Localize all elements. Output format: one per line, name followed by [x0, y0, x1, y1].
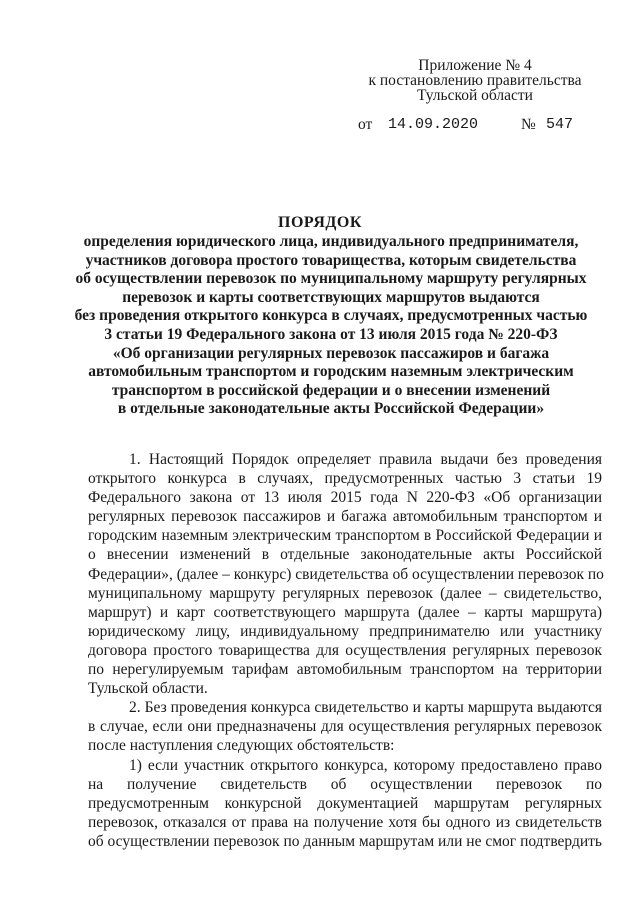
appendix-block — [330, 58, 620, 103]
paragraph-1-line: маршрут) и карт соответствующего маршрута (далее – карты маршрута) — [88, 603, 602, 621]
paragraph-3-line: перевозок, отказался от права на получение хотя бы одного из свидетельств — [88, 813, 602, 831]
paragraph-1-line: о внесении изменений в отдельные законодательные акты Российской — [88, 546, 602, 564]
subtitle-line: определения юридического лица, индивидуального предпринимателя, — [83, 233, 579, 250]
resolution-date: 14.09.2020 — [388, 116, 479, 133]
subtitle-line: 3 статьи 19 Федерального закона от 13 июля 2015 года № 220-ФЗ — [104, 325, 558, 343]
paragraph-1-line: юридическому лицу, индивидуальному предпринимателю или участнику — [88, 622, 602, 640]
subtitle-line: об осуществлении перевозок по муниципальному маршруту регулярных — [75, 270, 587, 288]
number-prefix: № — [521, 116, 536, 133]
date-prefix: от — [358, 116, 373, 133]
resolution-number: 547 — [546, 116, 574, 133]
document-body — [88, 450, 602, 851]
paragraph-3-line: предусмотренным конкурсной документацией маршрутам регулярных — [88, 794, 602, 812]
paragraph-1-line: договора простого товарищества для осуществления регулярных перевозок — [88, 641, 602, 659]
paragraph-1-line: Федерального закона от 13 июля 2015 года N 220-ФЗ «Об организации — [88, 489, 602, 507]
document-title: ПОРЯДОК — [278, 214, 362, 231]
paragraph-2-line: в случае, если они предназначены для осуществления регулярных перевозок — [88, 718, 602, 736]
paragraph-1-line: Федерации», (далее – конкурс) свидетельства об осуществлении перевозок по — [88, 565, 604, 583]
paragraph-1-line: Тульской области. — [88, 680, 208, 698]
paragraph-2-line: после наступления следующих обстоятельств: — [88, 737, 395, 755]
subtitle-line: «Об организации регулярных перевозок пассажиров и багажа — [112, 344, 550, 362]
paragraph-1-line: по нерегулируемым тарифам автомобильным транспортом на территории — [88, 661, 602, 679]
subtitle-line: транспортом в российской федерации и о внесении изменений — [111, 381, 551, 399]
appendix-line: Тульской области — [417, 87, 533, 104]
subtitle-line: перевозок и карты соответствующих маршрутов выдаются — [122, 288, 540, 306]
document-subtitle — [62, 233, 600, 419]
paragraph-1-line: 1. Настоящий Порядок определяет правила выдачи без проведения — [129, 451, 602, 468]
paragraph-3-line: на получение свидетельств об осуществлении перевозок по — [88, 775, 602, 793]
subtitle-line: в отдельные законодательные акты Российской Федерации» — [117, 400, 545, 418]
subtitle-line: автомобильным транспортом и городским наземным электрическим — [88, 363, 574, 381]
paragraph-3-line: об осуществлении перевозок по данным маршрутам или не смог подтвердить — [88, 832, 602, 850]
appendix-line: к постановлению правительства — [368, 72, 582, 89]
paragraph-3-line: 1) если участник открытого конкурса, которому предоставлено право — [129, 756, 602, 774]
paragraph-1-line: открытого конкурса в случаях, предусмотренных частью 3 статьи 19 — [88, 470, 602, 488]
subtitle-line: без проведения открытого конкурса в случаях, предусмотренных частью — [74, 307, 588, 325]
paragraph-1-line: муниципальному маршруту регулярных перевозок (далее – свидетельство, — [88, 584, 602, 602]
subtitle-line: участников договора простого товарищества, которым свидетельства — [85, 251, 577, 269]
paragraph-1-line: регулярных перевозок пассажиров и багажа автомобильным транспортом и — [88, 508, 602, 526]
paragraph-1-line: городским наземным электрическим транспортом в Российской Федерации и — [88, 527, 602, 545]
paragraph-2-line: 2. Без проведения конкурса свидетельство и карты маршрута выдаются — [129, 699, 602, 717]
appendix-line: Приложение № 4 — [418, 57, 532, 74]
